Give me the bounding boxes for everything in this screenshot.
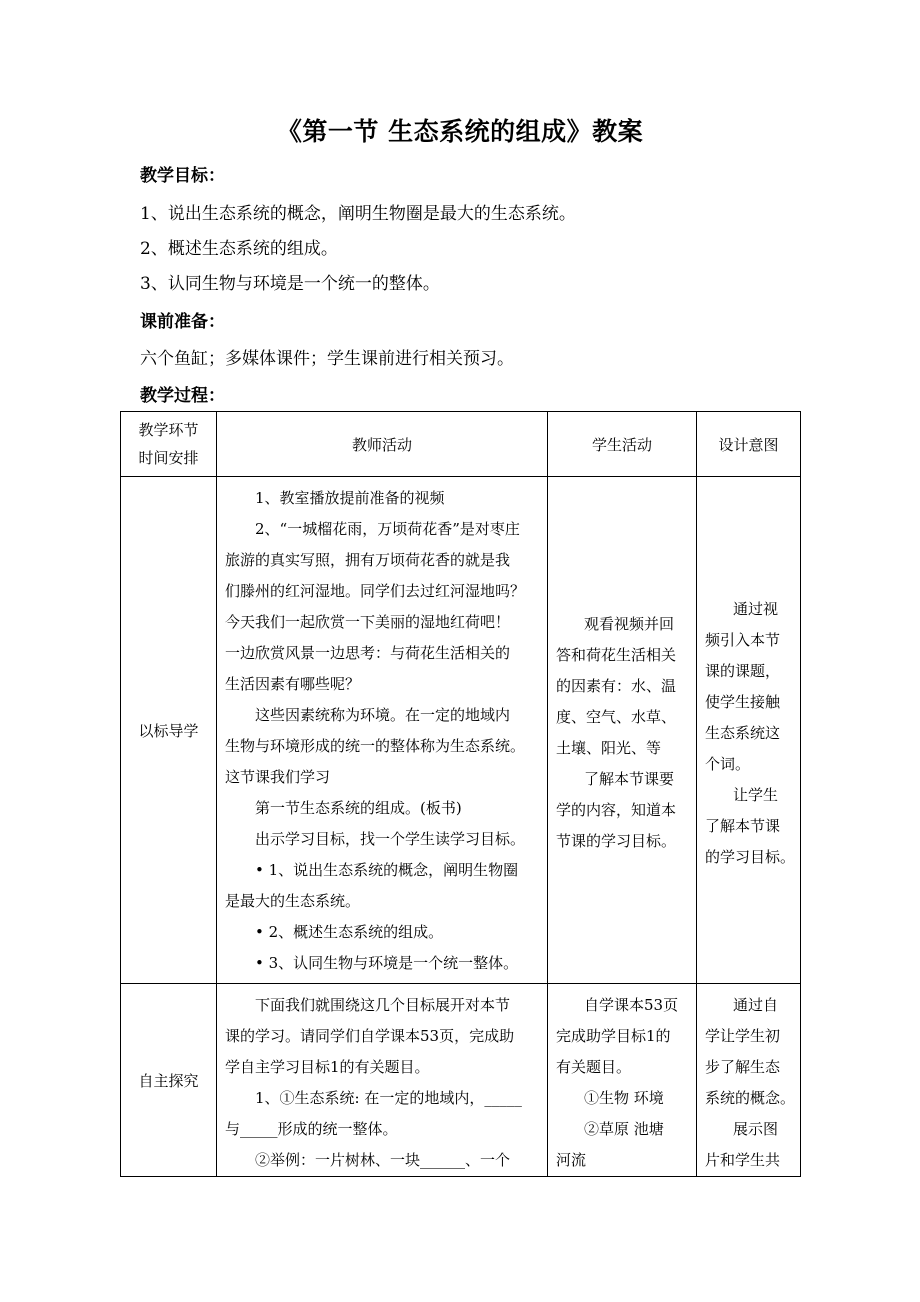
design-line: 片和学生共: [705, 1151, 781, 1169]
process-heading: 教学过程：: [140, 386, 225, 406]
student-line: ②草原 池塘: [584, 1120, 664, 1138]
student-line: 河流: [556, 1151, 587, 1169]
student-line: ①生物 环境: [584, 1089, 664, 1107]
teacher-line: 2、“一城榴花雨，万顷荷花香”是对枣庄: [255, 520, 520, 538]
student-line: 了解本节课要: [584, 770, 675, 788]
design-line: 频引入本节: [705, 630, 781, 649]
design-line: 展示图: [733, 1120, 779, 1138]
design-line: 生态系统这: [705, 723, 781, 742]
teacher-line: 一边欣赏风景一边思考：与荷花生活相关的: [225, 644, 511, 662]
student-line: 节课的学习目标。: [556, 832, 677, 850]
design-intent-cell: [697, 477, 801, 984]
objectives-heading: 教学目标：: [140, 166, 225, 186]
stage-cell: 以标导学: [121, 477, 217, 984]
teacher-line: 这节课我们学习: [225, 768, 331, 786]
teacher-line: 与_____形成的统一整体。: [225, 1120, 398, 1138]
design-line: 学让学生初: [705, 1027, 781, 1045]
student-line: 答和荷花生活相关: [556, 646, 677, 664]
preparation-text: 六个鱼缸；多媒体课件；学生课前进行相关预习。: [140, 349, 514, 369]
lesson-table: [120, 411, 801, 1177]
header-teacher: 教师活动: [217, 412, 548, 477]
table-row: [121, 984, 801, 1177]
header-stage: [121, 412, 217, 477]
design-line: 使学生接触: [705, 692, 781, 711]
teacher-line: 下面我们就围绕这几个目标展开对本节: [255, 996, 511, 1014]
teacher-line: • 2、概述生态系统的组成。: [255, 923, 444, 941]
design-line: 通过自: [733, 996, 779, 1014]
document-title: 《第一节 生态系统的组成》教案: [276, 117, 644, 146]
teacher-line: 学自主学习目标1的有关题目。: [225, 1058, 430, 1076]
teacher-line: 旅游的真实写照，拥有万顷荷花香的就是我: [225, 551, 511, 569]
table-row: [121, 477, 801, 984]
teacher-activity-cell: [217, 984, 548, 1177]
teacher-line: 课的学习。请同学们自学课本53页，完成助: [225, 1027, 515, 1045]
design-line: 步了解生态: [705, 1058, 781, 1076]
teacher-line: 们滕州的红河湿地。同学们去过红河湿地吗？: [225, 582, 526, 600]
header-student: 学生活动: [548, 412, 697, 477]
design-line: 了解本节课: [705, 816, 781, 835]
student-line: 土壤、阳光、等: [556, 739, 662, 757]
objective-item: 2、概述生态系统的组成。: [140, 239, 338, 259]
design-line: 个词。: [705, 754, 751, 773]
teacher-line: 出示学习目标，找一个学生读学习目标。: [255, 830, 526, 848]
student-line: 有关题目。: [556, 1058, 632, 1076]
teacher-line: 1、教室播放提前准备的视频: [255, 489, 445, 507]
stage-cell: 自主探究: [121, 984, 217, 1177]
design-line: 的学习目标。: [705, 847, 796, 866]
objective-item: 1、说出生态系统的概念，阐明生物圈是最大的生态系统。: [140, 204, 576, 224]
student-line: 的因素有：水、温: [556, 677, 677, 695]
student-line: 完成助学目标1的: [556, 1027, 671, 1045]
teacher-line: 生物与环境形成的统一的整体称为生态系统。: [225, 737, 526, 755]
student-line: 观看视频并回: [584, 615, 675, 633]
design-intent-cell: [697, 984, 801, 1177]
teacher-line: 今天我们一起欣赏一下美丽的湿地红荷吧！: [225, 613, 511, 631]
header-stage-line: 教学环节: [138, 421, 199, 439]
teacher-line: • 3、认同生物与环境是一个统一整体。: [255, 954, 519, 972]
objective-item: 3、认同生物与环境是一个统一的整体。: [140, 274, 440, 294]
header-design: 设计意图: [697, 412, 801, 477]
student-activity-cell: [548, 984, 697, 1177]
teacher-activity-cell: [217, 477, 548, 984]
teacher-line: 这些因素统称为环境。在一定的地域内: [255, 706, 511, 724]
teacher-line: 生活因素有哪些呢？: [225, 675, 361, 693]
design-line: 系统的概念。: [705, 1089, 796, 1107]
student-activity-cell: [548, 477, 697, 984]
teacher-line: 第一节生态系统的组成。(板书): [255, 799, 462, 817]
design-line: 通过视: [733, 599, 779, 618]
preparation-heading: 课前准备：: [140, 312, 225, 332]
teacher-line: • 1、说出生态系统的概念，阐明生物圈: [255, 861, 519, 879]
teacher-line: ②举例：一片树林、一块______、一个: [255, 1151, 511, 1169]
student-line: 学的内容，知道本: [556, 801, 677, 819]
design-line: 课的课题，: [705, 661, 781, 680]
student-line: 度、空气、水草、: [556, 708, 677, 726]
table-header-row: [121, 412, 801, 477]
teacher-line: 1、①生态系统: 在一定的地域内，_____: [255, 1089, 522, 1107]
student-line: 自学课本53页: [584, 996, 679, 1014]
design-line: 让学生: [733, 785, 779, 804]
header-time-line: 时间安排: [138, 449, 199, 467]
teacher-line: 是最大的生态系统。: [225, 892, 361, 910]
